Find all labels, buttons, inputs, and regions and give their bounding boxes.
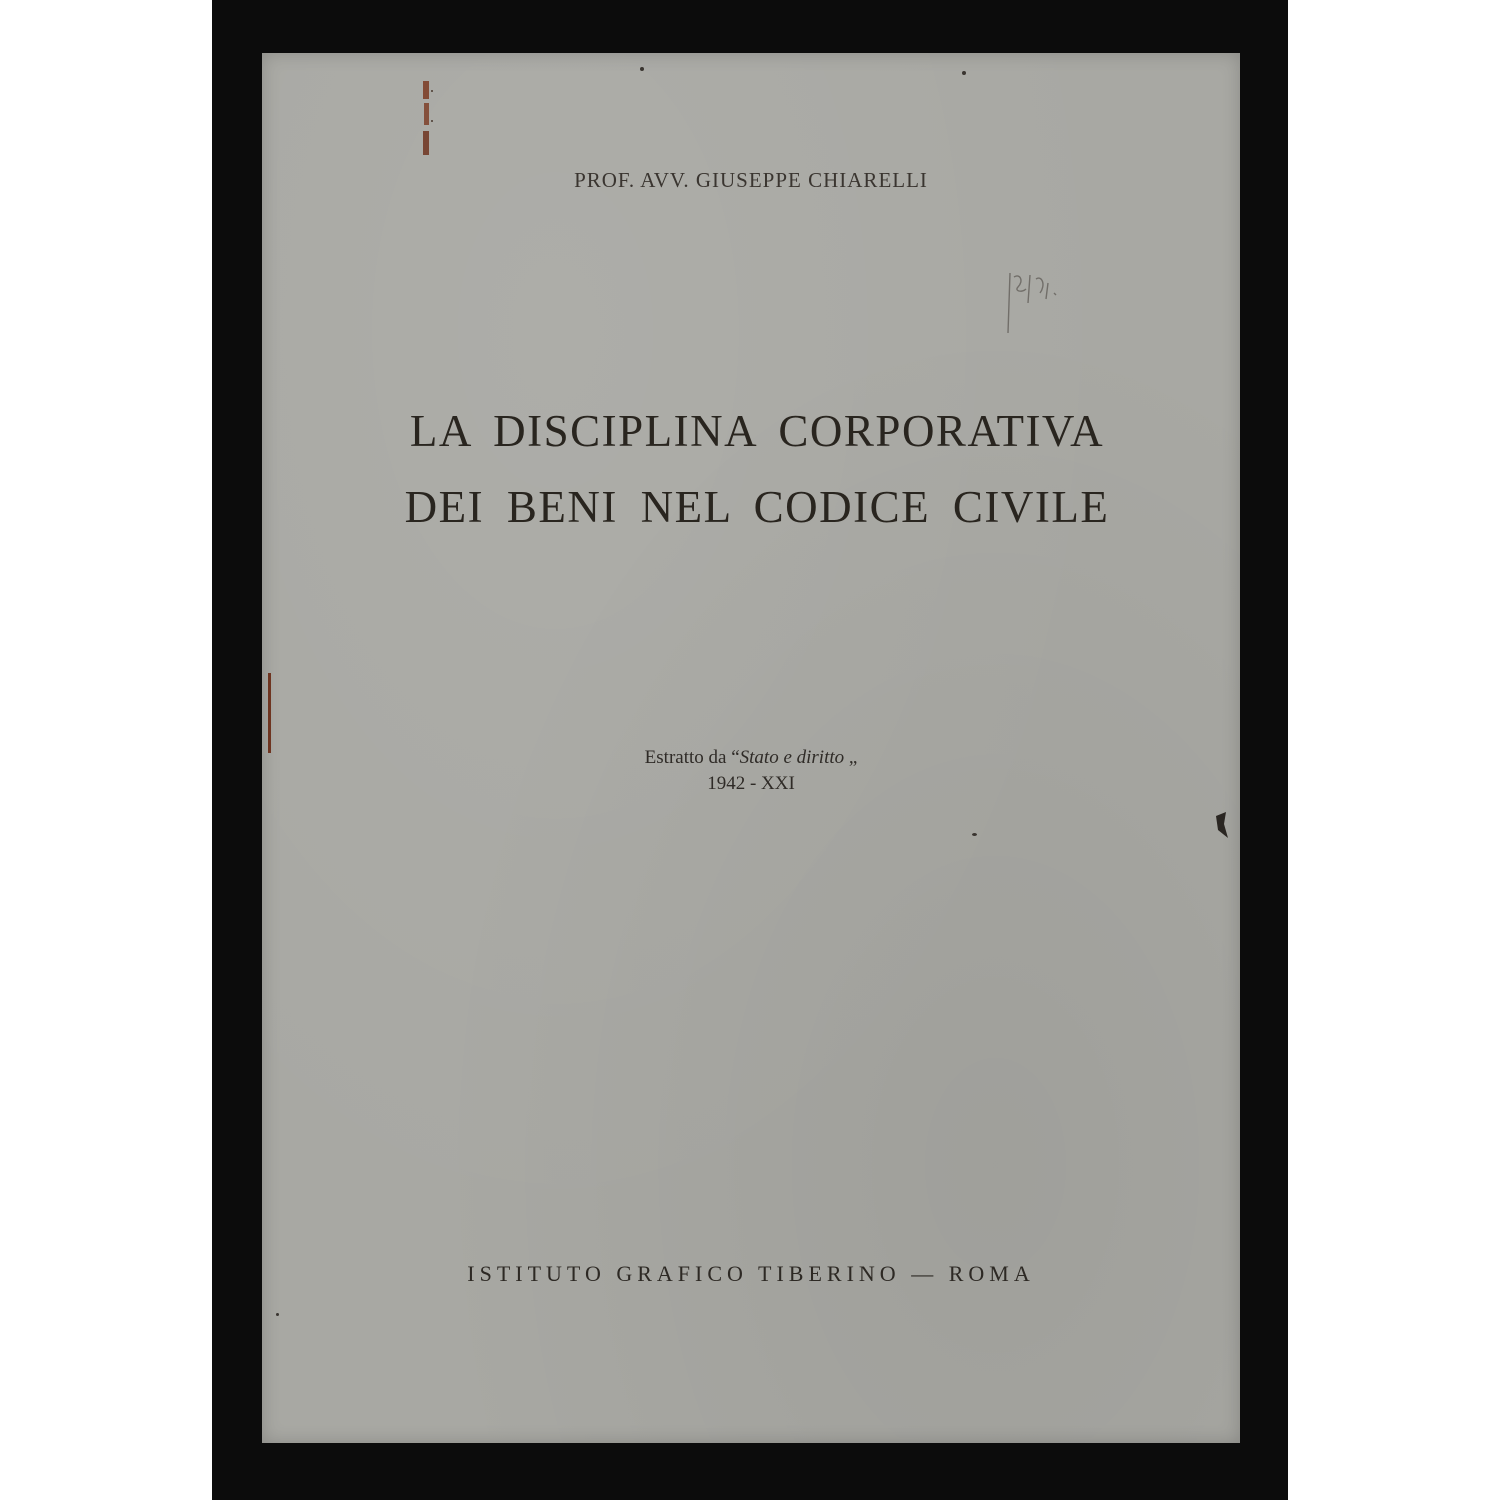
extract-source-line (262, 745, 1240, 771)
handwritten-pencil-note (1002, 263, 1072, 353)
title-block (382, 393, 1132, 545)
paper-speck (962, 71, 966, 75)
staple-mark (266, 673, 274, 753)
title-line-1: LA DISCIPLINA CORPORATIVA (409, 406, 1105, 456)
publisher-line: ISTITUTO GRAFICO TIBERINO — ROMA (467, 1261, 1035, 1286)
extract-suffix: „ (844, 747, 858, 768)
rust-stain-mark (420, 81, 434, 157)
booklet-cover (262, 53, 1240, 1443)
title-line-2: DEI BENI NEL CODICE CIVILE (404, 482, 1110, 532)
journal-name: Stato e diritto (739, 747, 845, 768)
paper-speck (276, 1313, 279, 1316)
author-line: PROF. AVV. GIUSEPPE CHIARELLI (574, 168, 928, 192)
extract-year: 1942 - XXI (707, 773, 795, 794)
paper-speck (640, 67, 644, 71)
edge-chip (1214, 812, 1228, 838)
extract-prefix: Estratto da “ (644, 747, 740, 768)
extract-note (262, 745, 1240, 797)
paper-speck (972, 833, 977, 836)
